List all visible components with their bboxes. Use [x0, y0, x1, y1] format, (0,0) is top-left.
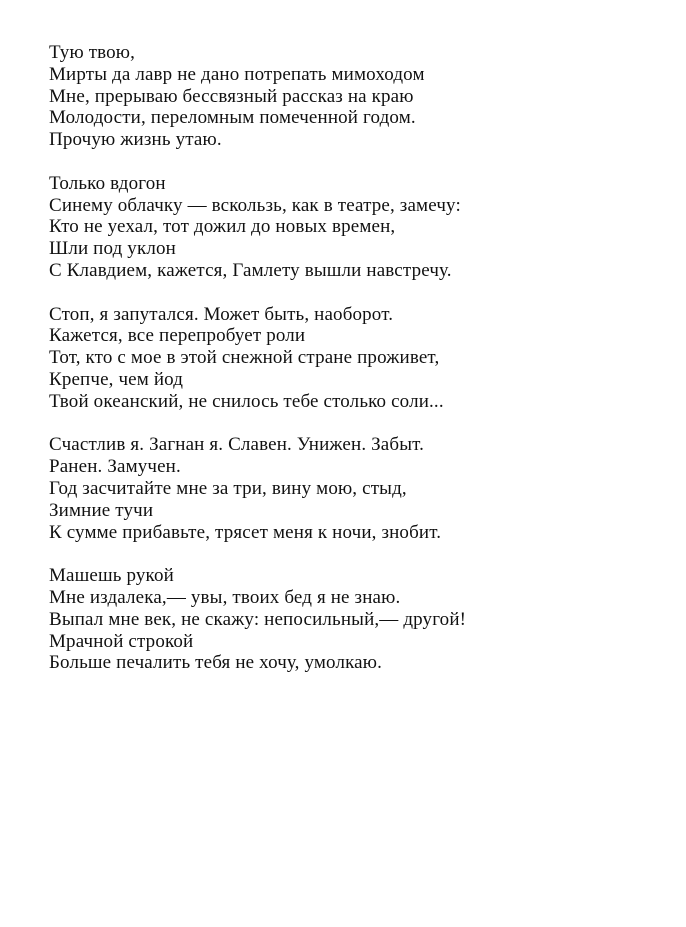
poem-line: К сумме прибавьте, трясет меня к ночи, знобит. [49, 521, 442, 543]
poem-line: Зимние тучи [49, 499, 154, 521]
stanza-4 [49, 434, 669, 543]
poem-line: Только вдогон [49, 172, 166, 194]
poem-line: Синему облачку — вскользь, как в театре, замечу: [49, 194, 461, 216]
poem-line: Счастлив я. Загнан я. Славен. Унижен. Забыт. [49, 434, 425, 456]
poem-line: Тот, кто с мое в этой снежной стране проживет, [49, 347, 440, 369]
poem-line: Твой океанский, не снилось тебе столько соли... [49, 390, 444, 412]
poem-line: Кажется, все перепробует роли [49, 325, 306, 347]
poem-line: Тую твою, [49, 42, 136, 63]
poem-line: Выпал мне век, не скажу: непосильный,— другой! [49, 608, 467, 630]
poem-line: Мирты да лавр не дано потрепать мимоходом [49, 63, 425, 85]
stanza-5 [49, 565, 669, 674]
poem-line: Молодости, переломным помеченной годом. [49, 107, 416, 129]
poem-text [49, 42, 669, 674]
poem-line: Стоп, я запутался. Может быть, наоборот. [49, 303, 394, 325]
poem-line: Мне, прерываю бессвязный рассказ на краю [49, 85, 414, 107]
poem-line: Шли под уклон [49, 238, 176, 260]
stanza-1 [49, 42, 669, 151]
stanza-3 [49, 304, 669, 413]
poem-line: Кто не уехал, тот дожил до новых времен, [49, 216, 396, 238]
poem-line: Ранен. Замучен. [49, 456, 181, 478]
poem-line: Машешь рукой [49, 565, 174, 587]
stanza-2 [49, 173, 669, 282]
poem-line: С Клавдием, кажется, Гамлету вышли навстречу. [49, 259, 452, 281]
poem-line: Больше печалить тебя не хочу, умолкаю. [49, 652, 383, 674]
poem-line: Год засчитайте мне за три, вину мою, стыд, [49, 477, 407, 499]
poem-line: Крепче, чем йод [49, 368, 184, 390]
poem-line: Мрачной строкой [49, 630, 194, 652]
poem-line: Прочую жизнь утаю. [49, 129, 222, 151]
poem-line: Мне издалека,— увы, твоих бед я не знаю. [49, 586, 401, 608]
